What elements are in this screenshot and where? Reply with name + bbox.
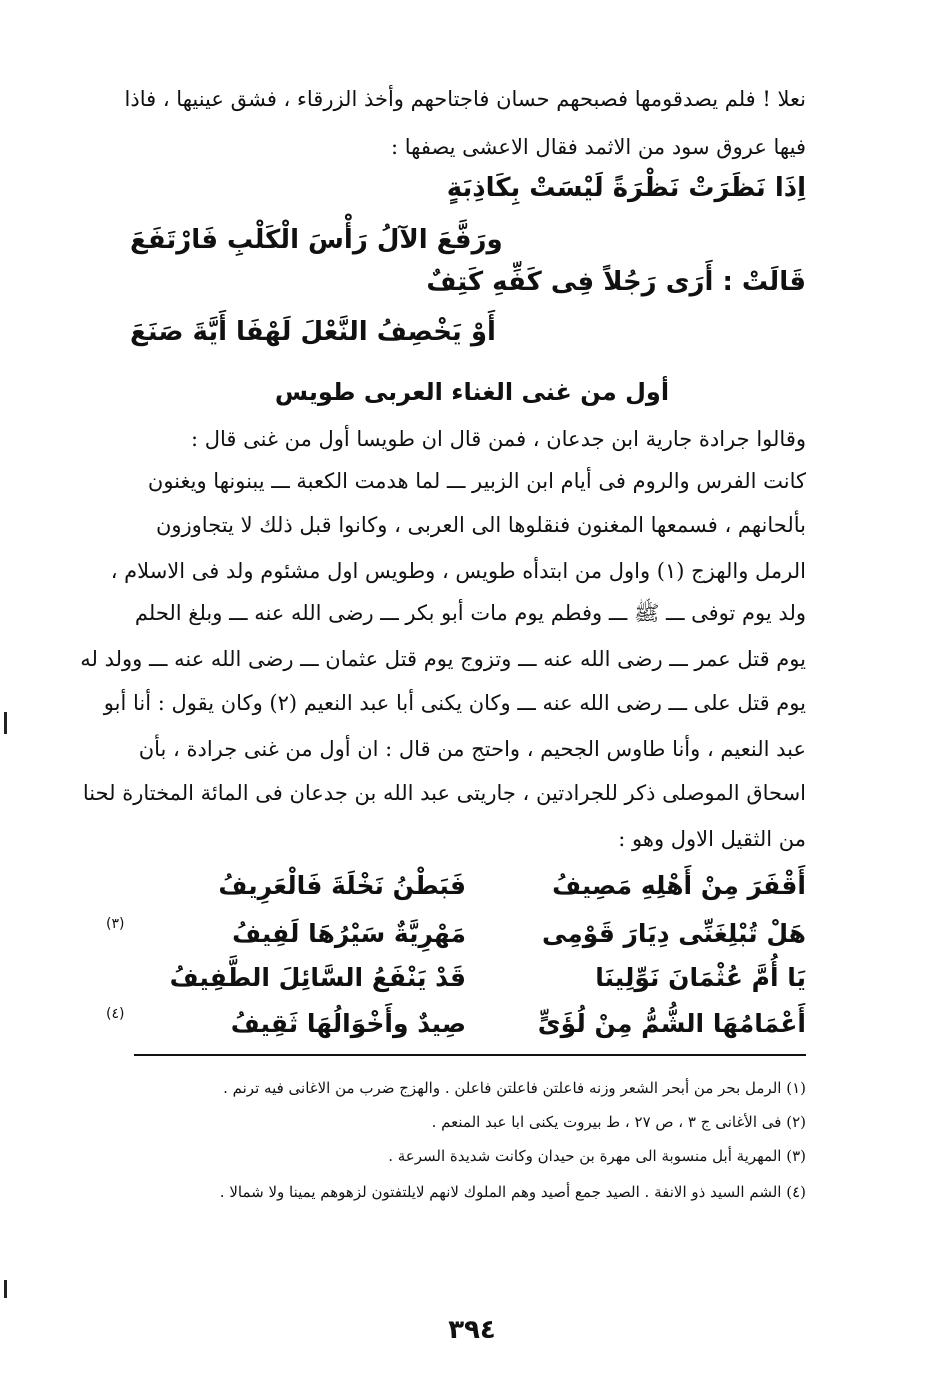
intro-line: نعلا ! فلم يصدقومها فصبحهم حسان فاجتاحهم وأخذ الزرقاء ، فشق عينيها ، فاذا — [124, 87, 806, 111]
footnote-rule — [134, 1054, 806, 1056]
section-line: يوم قتل على ـــ رضى الله عنه ـــ وكان يكنى أبا عبد النعيم (٢) وكان يقول : أنا أبو — [103, 691, 806, 715]
poem-hemistich: صِيدٌ وأَخْوَالُهَا ثَقِيفُ — [230, 1009, 466, 1038]
poem-hemistich: أَقْفَرَ مِنْ أَهْلِهِ مَصِيفُ — [552, 871, 806, 900]
section-line: كانت الفرس والروم فى أيام ابن الزبير ـــ لما هدمت الكعبة ـــ يبنونها ويغنون — [147, 469, 806, 493]
poem-verse — [106, 912, 806, 956]
section-line: من الثقيل الاول وهو : — [618, 827, 806, 851]
verse-line: أَوْ يَخْصِفُ النَّعْلَ لَهْفَا أَيَّةَ صَنَعَ — [130, 317, 496, 347]
verse-line: اِذَا نَظَرَتْ نَظْرَةً لَيْسَتْ بِكَاذِبَةٍ — [446, 173, 806, 203]
intro-line: فيها عروق سود من الاثمد فقال الاعشى يصفها : — [391, 135, 806, 159]
footnote-ref: (٣) — [106, 916, 125, 932]
footnote: (٢) فى الأغانى ج ٣ ، ص ٢٧ ، ط بيروت يكنى ابا عبد المنعم . — [431, 1113, 806, 1131]
section-line: الرمل والهزج (١) واول من ابتدأه طويس ، وطويس اول مشئوم ولد فى الاسلام ، — [110, 559, 806, 583]
section-heading: أول من غنى الغناء العربى طويس — [274, 378, 670, 406]
section-line: وقالوا جرادة جارية ابن جدعان ، فمن قال ان طويسا أول من غنى قال : — [190, 427, 806, 451]
margin-mark — [4, 1280, 7, 1298]
section-line: اسحاق الموصلى ذكر للجرادتين ، جاريتى عبد الله بن جدعان فى المائة المختارة لحنا — [82, 781, 806, 805]
section-line: ولد يوم توفى ـــ ﷺ ـــ وفطم يوم مات أبو بكر ـــ رضى الله عنه ـــ وبلغ الحلم — [134, 601, 806, 625]
section-line: بألحانهم ، فسمعها المغنون فنقلوها الى العربى ، وكانوا قبل ذلك لا يتجاوزون — [155, 513, 806, 537]
poem-verse — [134, 956, 806, 1000]
footnote: (٤) الشم السيد ذو الانفة . الصيد جمع أصيد وهم الملوك لانهم لايلتفتون لزهوهم يمينا ولا شمالا . — [219, 1183, 806, 1201]
poem-hemistich: يَا أُمَّ عُثْمَانَ نَوِّلِينَا — [595, 963, 806, 992]
page-number: ٣٩٤ — [448, 1315, 496, 1345]
poem-verse — [106, 1002, 806, 1046]
margin-mark — [4, 712, 7, 734]
poem-hemistich: قَدْ يَنْفَعُ السَّائِلَ الطَّفِيفُ — [169, 963, 466, 992]
footnote: (٣) المهرية أبل منسوبة الى مهرة بن حيدان وكانت شديدة السرعة . — [388, 1147, 806, 1165]
footnote-ref: (٤) — [106, 1006, 125, 1022]
section-line: عبد النعيم ، وأنا طاوس الجحيم ، واحتج من قال : ان أول من غنى جرادة ، بأن — [138, 737, 806, 761]
poem-hemistich: أَعْمَامُهَا الشُّمُّ مِنْ لُؤَىٍّ — [537, 1009, 806, 1038]
verse-line: ورَفَّعَ الآلُ رَأْسَ الْكَلْبِ فَارْتَفَعَ — [130, 225, 503, 255]
poem-hemistich: مَهْرِيَّةٌ سَيْرُهَا لَفِيفُ — [232, 919, 466, 948]
poem-hemistich: فَبَطْنُ نَخْلَةَ فَالْعَرِيفُ — [218, 871, 466, 900]
poem-verse — [134, 864, 806, 908]
verse-line: قَالَتْ : أَرَى رَجُلاً فِى كَفِّهِ كَتِفٌ — [426, 267, 806, 297]
section-line: يوم قتل عمر ـــ رضى الله عنه ـــ وتزوج يوم قتل عثمان ـــ رضى الله عنه ـــ وولد له — [80, 647, 806, 671]
footnote: (١) الرمل بحر من أبحر الشعر وزنه فاعلتن فاعلتن فاعلن . والهزج ضرب من الاغانى فيه ترنم . — [223, 1079, 806, 1097]
poem-hemistich: هَلْ تُبْلِغَنِّى دِيَارَ قَوْمِى — [542, 919, 806, 948]
